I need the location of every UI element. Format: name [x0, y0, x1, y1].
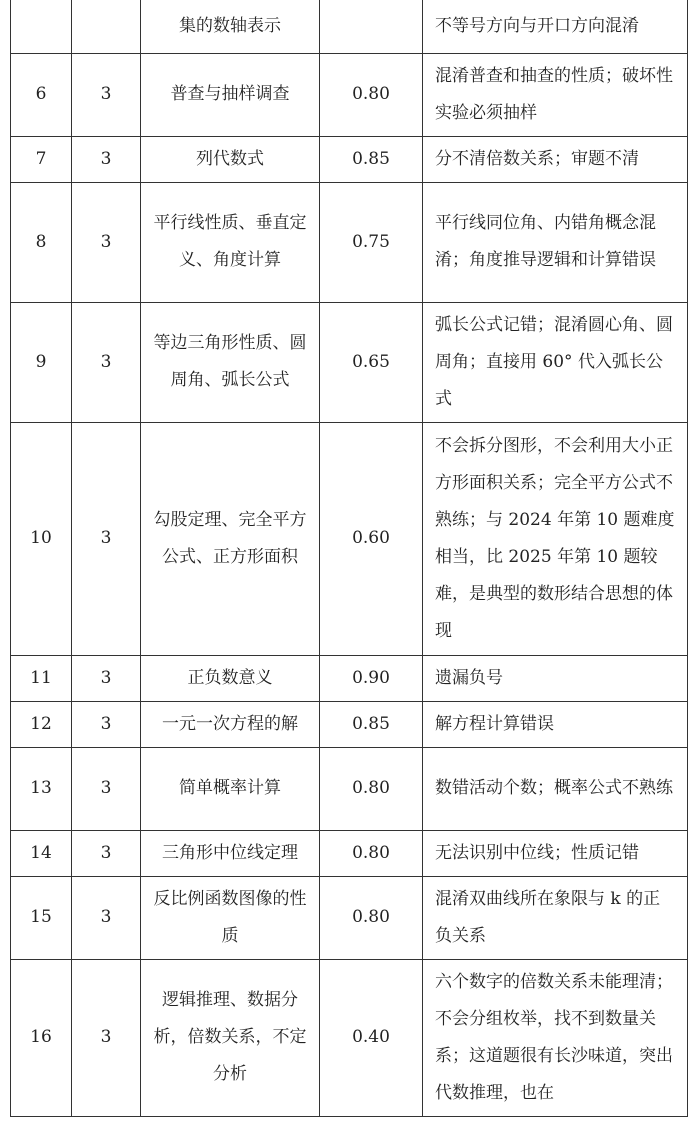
points-cell: 3: [72, 422, 141, 655]
topic-cell: 反比例函数图像的性质: [141, 876, 320, 959]
rate-cell: [320, 0, 423, 53]
topic-cell: 三角形中位线定理: [141, 830, 320, 876]
question-number-cell: 9: [11, 302, 72, 422]
topic-cell: 逻辑推理、数据分析，倍数关系，不定分析: [141, 959, 320, 1116]
rate-cell: 0.65: [320, 302, 423, 422]
topic-cell: 普查与抽样调查: [141, 53, 320, 136]
topic-cell: 勾股定理、完全平方公式、正方形面积: [141, 422, 320, 655]
question-number-cell: 12: [11, 701, 72, 747]
question-number-cell: [11, 0, 72, 53]
points-cell: 3: [72, 53, 141, 136]
analysis-cell: 分不清倍数关系；审题不清: [423, 136, 688, 182]
question-number-cell: 8: [11, 182, 72, 302]
points-cell: 3: [72, 701, 141, 747]
question-number-cell: 6: [11, 53, 72, 136]
table-row: [11, 830, 688, 876]
question-number-cell: 13: [11, 747, 72, 830]
analysis-cell: 六个数字的倍数关系未能理清；不会分组枚举，找不到数量关系；这道题很有长沙味道，突出代数推理，也在: [423, 959, 688, 1116]
analysis-cell: 平行线同位角、内错角概念混淆；角度推导逻辑和计算错误: [423, 182, 688, 302]
table-row: [11, 747, 688, 830]
points-cell: 3: [72, 959, 141, 1116]
topic-cell: 平行线性质、垂直定义、角度计算: [141, 182, 320, 302]
question-number-cell: 15: [11, 876, 72, 959]
question-number-cell: 14: [11, 830, 72, 876]
points-cell: 3: [72, 302, 141, 422]
points-cell: 3: [72, 876, 141, 959]
analysis-cell: 数错活动个数；概率公式不熟练: [423, 747, 688, 830]
analysis-cell: 不会拆分图形，不会利用大小正方形面积关系；完全平方公式不熟练；与 2024 年第 10 题难度相当，比 2025 年第 10 题较难，是典型的数形结合思想的体现: [423, 422, 688, 655]
analysis-cell: 无法识别中位线；性质记错: [423, 830, 688, 876]
rate-cell: 0.80: [320, 53, 423, 136]
table-row: [11, 136, 688, 182]
table-row: [11, 182, 688, 302]
analysis-cell: 解方程计算错误: [423, 701, 688, 747]
topic-cell: 等边三角形性质、圆周角、弧长公式: [141, 302, 320, 422]
analysis-table: [10, 0, 688, 1117]
question-number-cell: 10: [11, 422, 72, 655]
rate-cell: 0.90: [320, 655, 423, 701]
rate-cell: 0.85: [320, 701, 423, 747]
analysis-cell: 不等号方向与开口方向混淆: [423, 0, 688, 53]
topic-cell: 简单概率计算: [141, 747, 320, 830]
points-cell: 3: [72, 655, 141, 701]
points-cell: 3: [72, 747, 141, 830]
table-row: [11, 655, 688, 701]
table-row: [11, 53, 688, 136]
table-container: [10, 0, 688, 1117]
points-cell: 3: [72, 182, 141, 302]
points-cell: 3: [72, 136, 141, 182]
table-row: [11, 302, 688, 422]
rate-cell: 0.60: [320, 422, 423, 655]
rate-cell: 0.80: [320, 830, 423, 876]
question-number-cell: 16: [11, 959, 72, 1116]
rate-cell: 0.80: [320, 747, 423, 830]
points-cell: [72, 0, 141, 53]
analysis-cell: 弧长公式记错；混淆圆心角、圆周角；直接用 60° 代入弧长公式: [423, 302, 688, 422]
rate-cell: 0.40: [320, 959, 423, 1116]
points-cell: 3: [72, 830, 141, 876]
analysis-cell: 混淆普查和抽查的性质；破坏性实验必须抽样: [423, 53, 688, 136]
topic-cell: 一元一次方程的解: [141, 701, 320, 747]
table-row: [11, 959, 688, 1116]
analysis-cell: 遗漏负号: [423, 655, 688, 701]
rate-cell: 0.75: [320, 182, 423, 302]
table-row: [11, 701, 688, 747]
rate-cell: 0.85: [320, 136, 423, 182]
table-row: [11, 422, 688, 655]
question-number-cell: 11: [11, 655, 72, 701]
topic-cell: 正负数意义: [141, 655, 320, 701]
analysis-cell: 混淆双曲线所在象限与 k 的正负关系: [423, 876, 688, 959]
table-row: [11, 0, 688, 53]
topic-cell: 列代数式: [141, 136, 320, 182]
rate-cell: 0.80: [320, 876, 423, 959]
question-number-cell: 7: [11, 136, 72, 182]
table-row: [11, 876, 688, 959]
topic-cell: 集的数轴表示: [141, 0, 320, 53]
